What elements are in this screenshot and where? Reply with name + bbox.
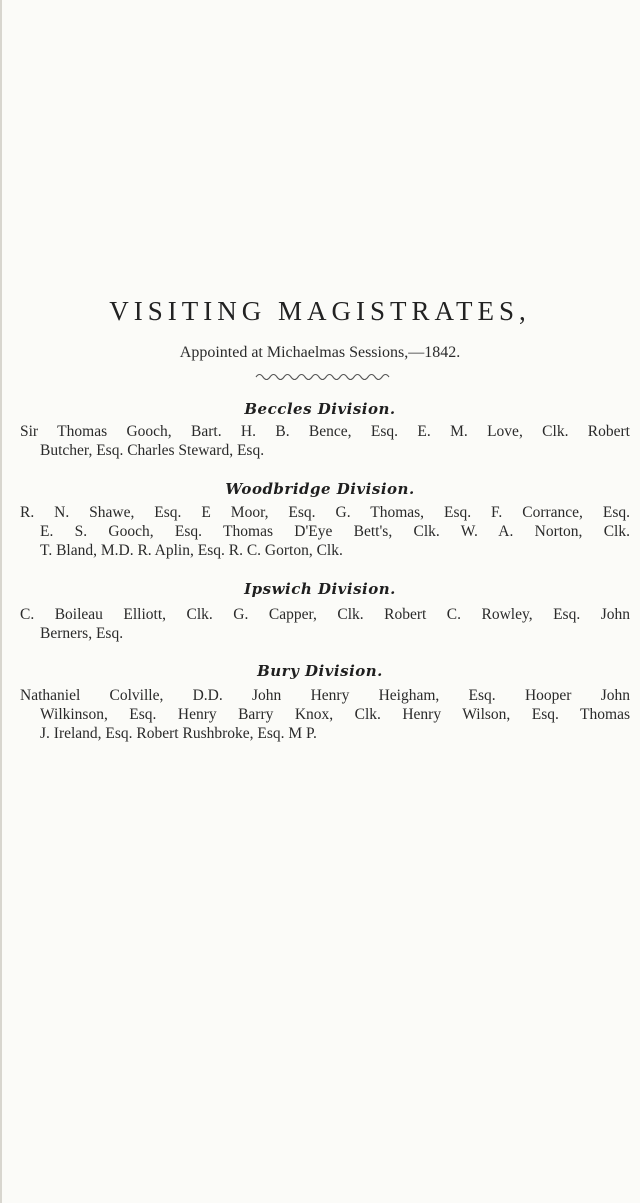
section-heading-beccles: Beccles Division. bbox=[244, 400, 396, 418]
section-body-woodbridge bbox=[20, 503, 630, 560]
text-line: Berners, Esq. bbox=[40, 625, 124, 642]
text-line: E. S. Gooch, Esq. Thomas D'Eye Bett's, Clk. W. A. Norton, Clk. bbox=[40, 523, 630, 540]
section-heading-woodbridge: Woodbridge Division. bbox=[225, 480, 415, 498]
text-line: J. Ireland, Esq. Robert Rushbroke, Esq. M P. bbox=[40, 725, 317, 742]
text-line: Nathaniel Colville, D.D. John Henry Heigham, Esq. Hooper John bbox=[20, 687, 630, 704]
text-line: Wilkinson, Esq. Henry Barry Knox, Clk. Henry Wilson, Esq. Thomas bbox=[40, 706, 630, 723]
wavy-rule-ornament-icon bbox=[254, 370, 394, 384]
section-body-beccles bbox=[20, 422, 630, 460]
page-edge bbox=[0, 0, 2, 1203]
page-subtitle: Appointed at Michaelmas Sessions,—1842. bbox=[179, 344, 461, 361]
text-line: C. Boileau Elliott, Clk. G. Capper, Clk. Robert C. Rowley, Esq. John bbox=[20, 606, 630, 623]
text-line: T. Bland, M.D. R. Aplin, Esq. R. C. Gorton, Clk. bbox=[40, 542, 343, 559]
page-title: VISITING MAGISTRATES, bbox=[109, 296, 531, 326]
section-heading-bury: Bury Division. bbox=[257, 662, 383, 680]
text-line: R. N. Shawe, Esq. E Moor, Esq. G. Thomas, Esq. F. Corrance, Esq. bbox=[20, 504, 630, 521]
text-line: Butcher, Esq. Charles Steward, Esq. bbox=[40, 442, 265, 459]
text-line: Sir Thomas Gooch, Bart. H. B. Bence, Esq. E. M. Love, Clk. Robert bbox=[20, 423, 630, 440]
section-heading-ipswich: Ipswich Division. bbox=[244, 580, 396, 598]
section-body-bury bbox=[20, 686, 630, 743]
section-body-ipswich bbox=[20, 605, 630, 643]
